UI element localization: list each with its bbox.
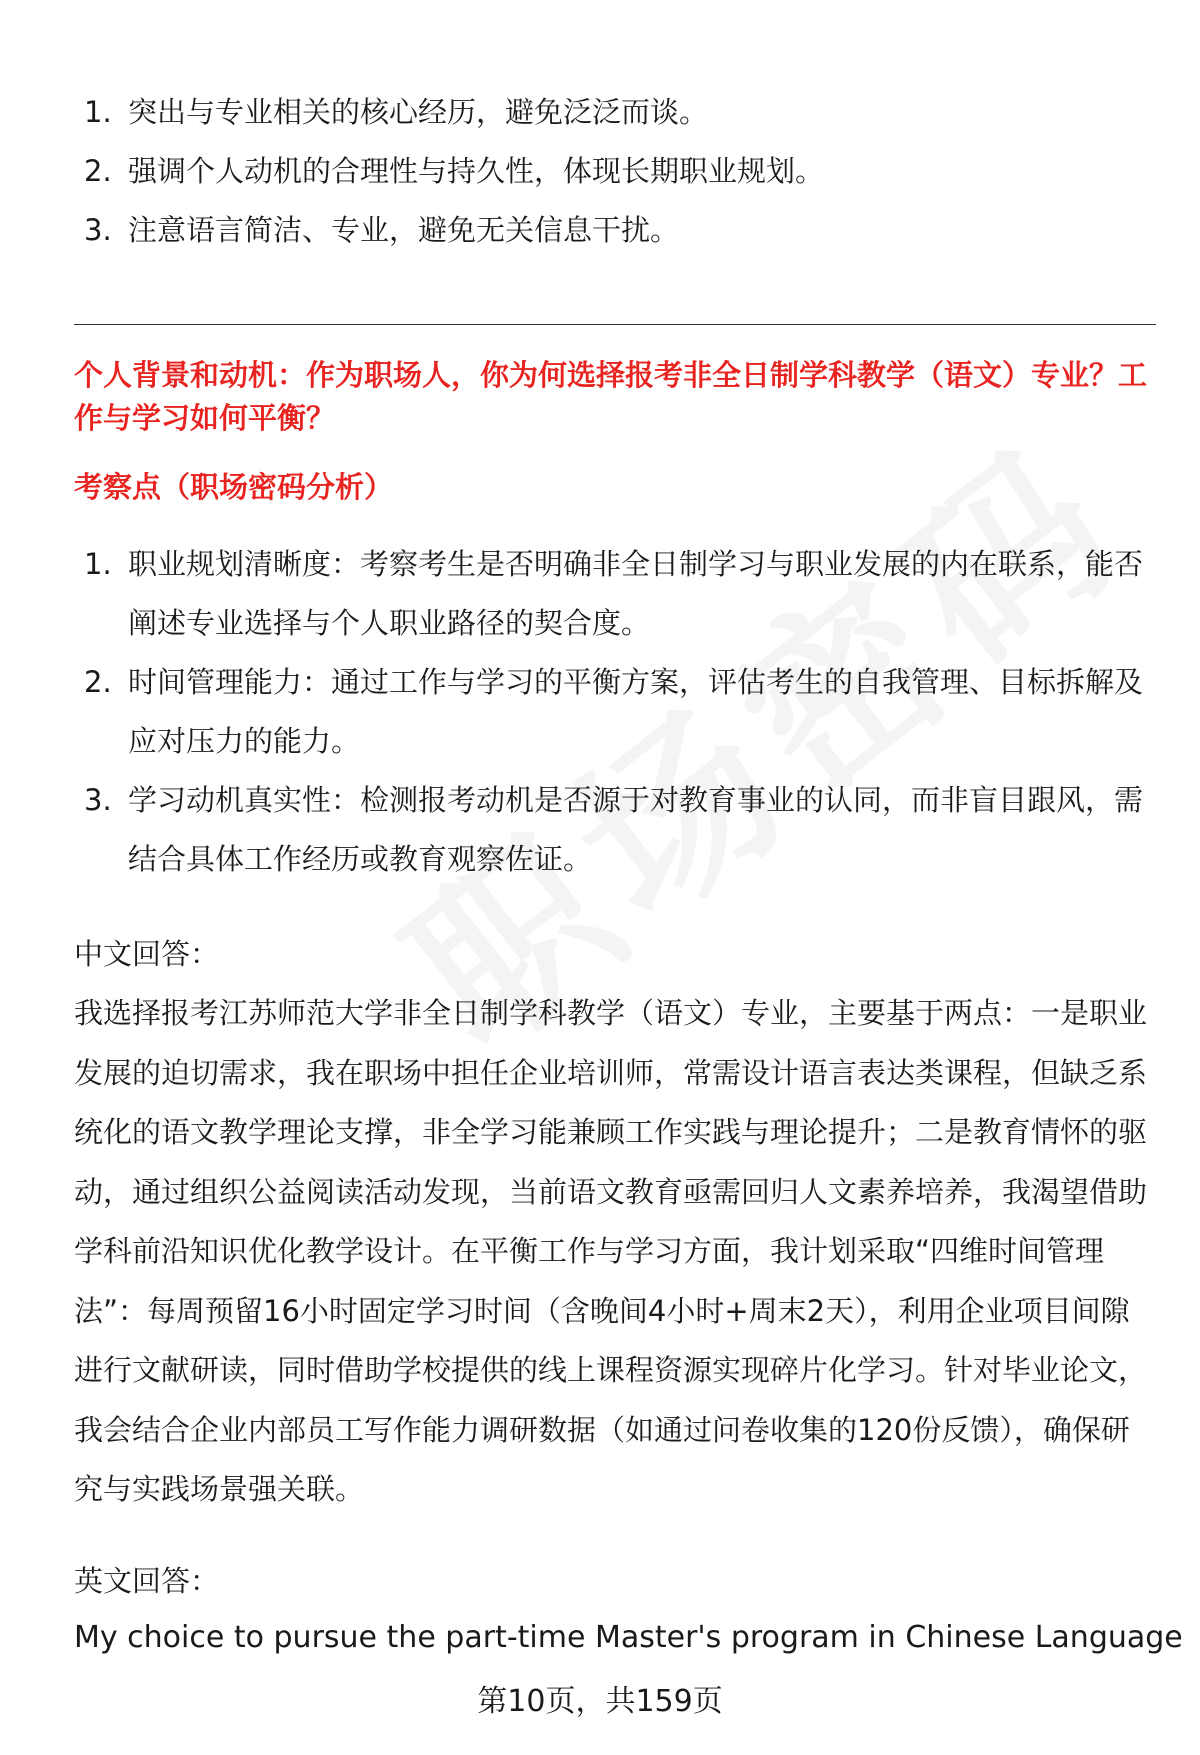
chinese-answer: 我选择报考江苏师范大学非全日制学科教学（语文）专业，主要基于两点：一是职业发展的迫切需求，我在职场中担任企业培训师，常需设计语言表达类课程，但缺乏系统化的语文教学理论支撑，非全学习能兼顾工作实践与理论提升；二是教育情怀的驱动，通过组织公益阅读活动发现，当前语文教育亟需回归人文素养培养，我渴望借助学科前沿知识优化教学设计。在平衡工作与学习方面，我计划采取“四维时间管理法”：每周预留16小时固定学习时间（含晚间4小时+周末2天），利用企业项目间隙进行文献研读，同时借助学校提供的线上课程资源实现碎片化学习。针对毕业论文，我会结合企业内部员工写作能力调研数据（如通过问卷收集的120份反馈），确保研究与实践场景强关联。 [74, 996, 1148, 1506]
list-item: 3. 注意语言简洁、专业，避免无关信息干扰。 [84, 213, 680, 247]
list-item: 2. 时间管理能力：通过工作与学习的平衡方案，评估考生的自我管理、目标拆解及应对压力的能力。 [84, 665, 1144, 758]
question-heading: 个人背景和动机：作为职场人，你为何选择报考非全日制学科教学（语文）专业？工作与学习如何平衡？ [74, 358, 1148, 435]
analysis-heading: 考察点（职场密码分析） [74, 470, 394, 504]
list-item: 2. 强调个人动机的合理性与持久性，体现长期职业规划。 [84, 154, 825, 188]
english-answer-label: 英文回答： [74, 1564, 220, 1598]
section-divider [74, 324, 1156, 325]
list-item: 3. 学习动机真实性：检测报考动机是否源于对教育事业的认同，而非盲目跟风，需结合具体工作经历或教育观察佐证。 [84, 783, 1144, 876]
list-item: 1. 突出与专业相关的核心经历，避免泛泛而谈。 [84, 95, 709, 129]
page-number: 第10页，共159页 [477, 1684, 723, 1719]
english-answer: My choice to pursue the part-time Master's program in Chinese Language [74, 1620, 1183, 1655]
list-item: 1. 职业规划清晰度：考察考生是否明确非全日制学习与职业发展的内在联系，能否阐述专业选择与个人职业路径的契合度。 [84, 547, 1144, 640]
tips-list [74, 83, 1154, 260]
chinese-answer-label: 中文回答： [74, 937, 220, 971]
analysis-list [74, 535, 1154, 889]
